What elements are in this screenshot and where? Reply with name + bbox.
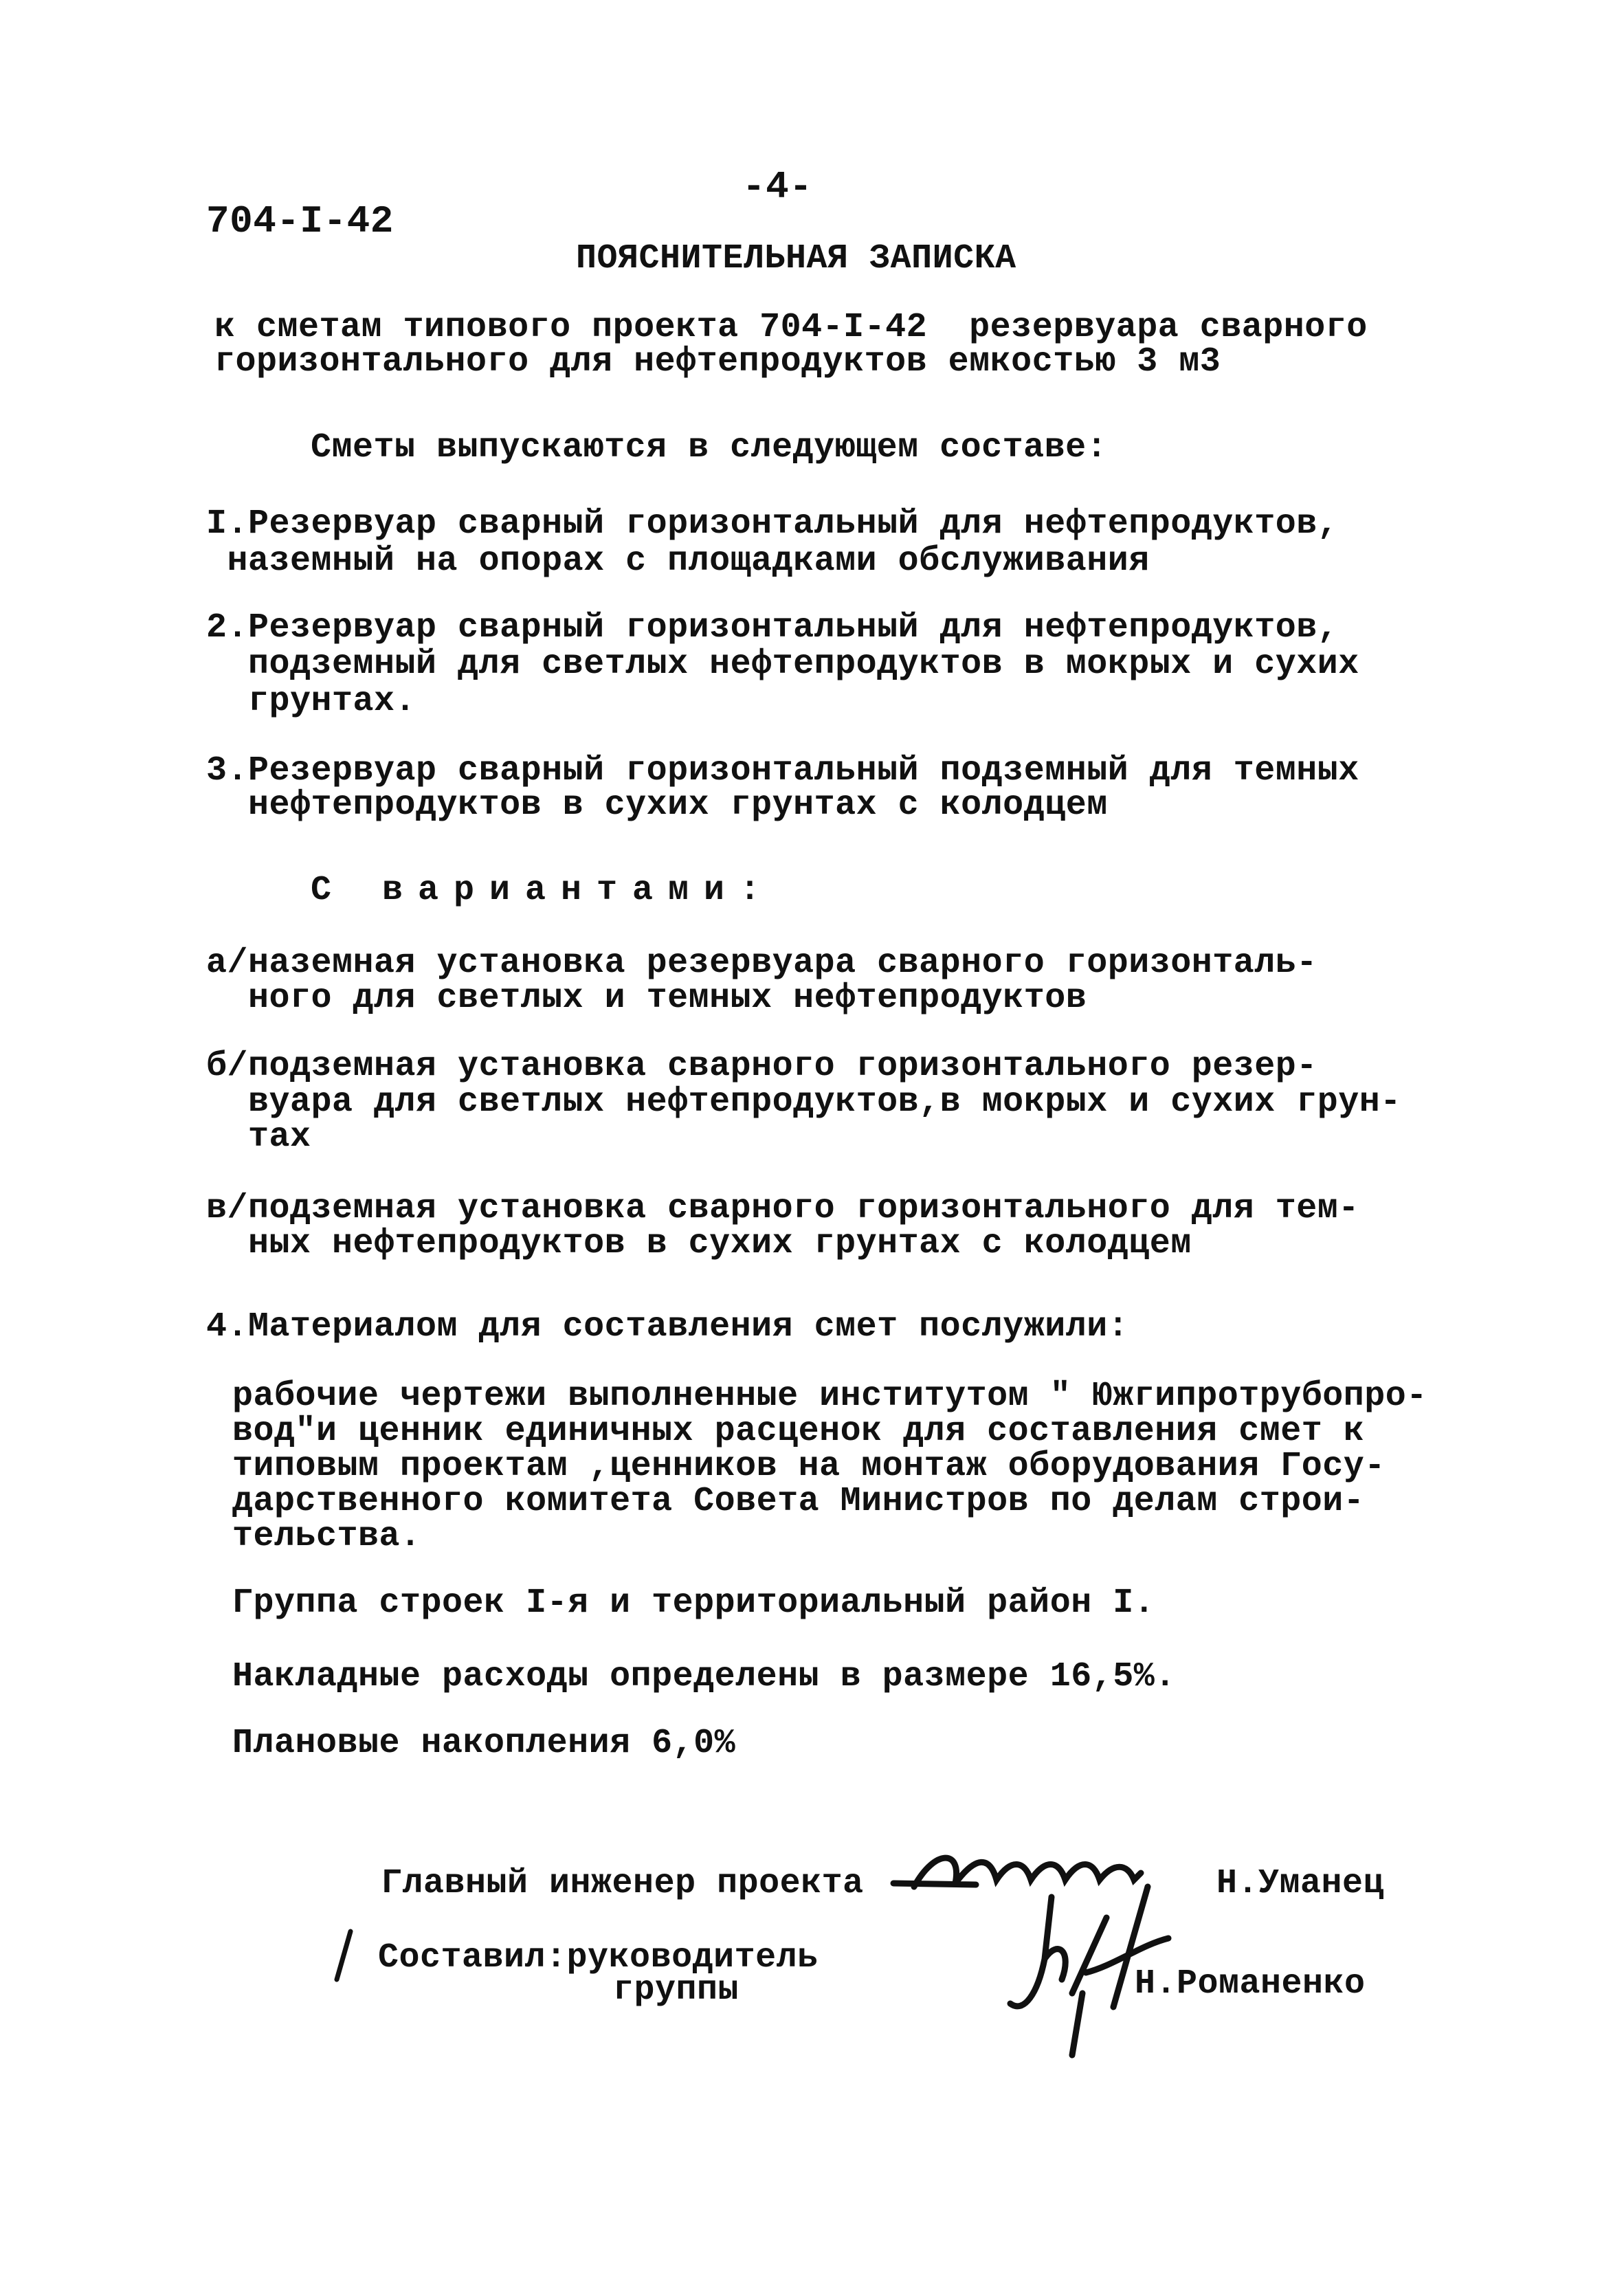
materials-line: типовым проектам ,ценников на монтаж оборудования Госу- [232,1447,1386,1486]
compiler-name: Н.Романенко [1135,1964,1366,2004]
materials-line: рабочие чертежи выполненные институтом " Южгипротрубопро- [232,1377,1427,1416]
page-number: -4- [742,165,813,209]
variant-line: тах [206,1118,311,1157]
intro-line: горизонтального для нефтепродуктов емкостью 3 м3 [214,342,1221,381]
variant-line: ного для светлых и темных нефтепродуктов [206,979,1087,1018]
materials-line: дарственного комитета Совета Министров по делам строи- [232,1482,1365,1521]
compiler-label-group: группы [613,1971,739,2010]
item-line: 2.Резервуар сварный горизонтальный для нефтепродуктов, [206,608,1339,647]
item-line: нефтепродуктов в сухих грунтах с колодцем [206,786,1108,825]
chief-engineer-label: Главный инженер проекта [381,1864,864,1903]
variant-line: вуара для светлых нефтепродуктов,в мокрых и сухих грун- [206,1083,1401,1122]
item-line: грунтах. [206,682,416,721]
variants-heading: С вариантами: [311,871,776,910]
intro-line: к сметам типового проекта 704-I-42 резервуара сварного [214,308,1368,347]
variant-line: а/наземная установка резервуара сварного горизонталь- [206,944,1317,983]
margin-mark [337,1931,351,1980]
materials-line: вод"и ценник единичных расценок для составления смет к [232,1412,1365,1451]
item-line: 3.Резервуар сварный горизонтальный подземный для темных [206,751,1359,790]
variant-line: б/подземная установка сварного горизонтального резер- [206,1047,1317,1086]
item-line: подземный для светлых нефтепродуктов в мокрых и сухих [206,645,1359,684]
materials-line: тельства. [232,1517,421,1556]
materials-heading: 4.Материалом для составления смет послужили: [206,1307,1129,1346]
note-line: Плановые накопления 6,0% [232,1724,736,1763]
project-code: 704-I-42 [206,199,394,243]
variant-line: в/подземная установка сварного горизонтального для тем- [206,1189,1359,1228]
item-line: наземный на опорах с площадками обслуживания [206,542,1150,581]
compiler-label: Составил:руководитель [378,1938,819,1977]
note-line: Группа строек I-я и территориальный район I. [232,1584,1155,1623]
document-title: ПОЯСНИТЕЛЬНАЯ ЗАПИСКА [576,239,1016,278]
composition-heading: Сметы выпускаются в следующем составе: [311,428,1108,467]
chief-engineer-name: Н.Уманец [1216,1864,1385,1903]
note-line: Накладные расходы определены в размере 16,5%. [232,1657,1176,1696]
item-line: I.Резервуар сварный горизонтальный для нефтепродуктов, [206,505,1339,544]
variant-line: ных нефтепродуктов в сухих грунтах с колодцем [206,1224,1192,1263]
signature-umanets [893,1858,1141,1887]
signature-romanenko [1010,1887,1168,2055]
